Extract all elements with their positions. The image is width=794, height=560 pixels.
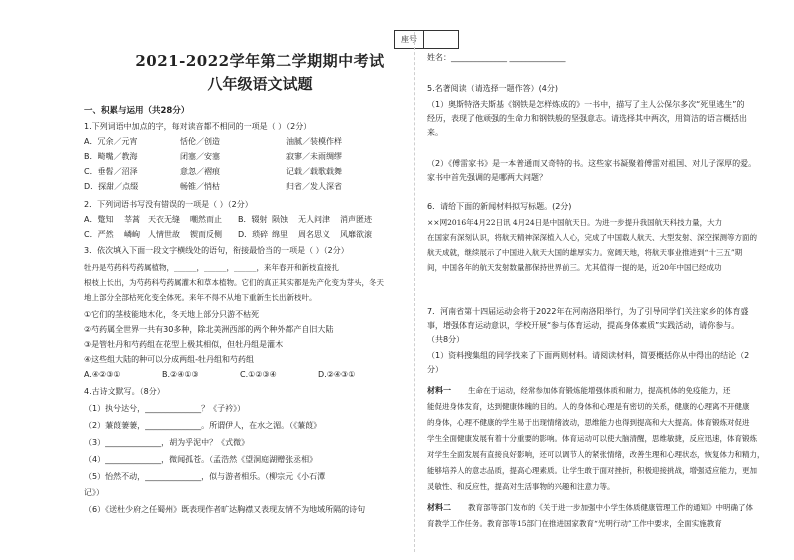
q5-1-line: 经历，表现了他顽强的生命力和钢铁般的坚强意志。请选择其中两次，用简洁的语言概括出 xyxy=(427,114,747,123)
q1-option-b1: B．畸嘴／教海 xyxy=(84,152,138,161)
q2-option: 风靡欲滚 xyxy=(340,230,372,239)
q1-option-c3: 记载／载歌载舞 xyxy=(286,167,342,176)
material-1-line: 的身体，心理不健康的学生易于出现情绪波动，思维能力也得到提高和大大提高。体育锻炼对促进 xyxy=(427,418,750,427)
q1-option-c2: 意忽／褶痕 xyxy=(180,167,220,176)
q2-option: C．严然 xyxy=(84,230,114,239)
material-2-line: 育教学工作任务。教育部等15部门在推进国家教育“光明行动”工作中要求，全面实施教育 xyxy=(427,519,722,528)
name-line: 姓名：______________ ______________ xyxy=(427,53,566,62)
q3-paragraph-line: 地上部分全部枯死化变全体死。来年不得不从地下重新生长出新枝叶。 xyxy=(84,293,317,302)
q4-item: 记》） xyxy=(84,488,104,497)
q2-option: 锲而反侧 xyxy=(190,230,222,239)
q2-option: 无人问津 xyxy=(298,215,330,224)
q2-option: 消声匿迹 xyxy=(340,215,372,224)
q2-option: B．辍射 xyxy=(238,215,268,224)
q1-option-d2: 畅锥／悄枯 xyxy=(180,182,220,191)
q3-paragraph-line: 根枝上长出，为芍药科芍药属灌木和草本植物。它们的真正其实都是先产化变为芽头，冬天 xyxy=(84,278,384,287)
q2-option: 莘蒿 xyxy=(124,215,140,224)
material-1-label: 材料一 xyxy=(427,386,451,395)
q2-option: D．琐碎 xyxy=(238,230,269,239)
q2-option: 陨蚀 xyxy=(272,215,288,224)
q3-option-d: D.②④③① xyxy=(318,370,356,379)
q5-2-line: 家书中首先强调的是哪两大问题？ xyxy=(427,173,547,182)
question-1: 1.下列词语中加点的字，每对读音都不相同的一项是（ ）（2分） xyxy=(84,122,312,131)
material-2-line: 教育部等部门发布的《关于进一步加强中小学生体质健康管理工作的通知》中明确了体 xyxy=(468,503,753,512)
q6-paragraph-line: 间，中国各年的航天发射数量都保持世界前三。尤其值得一提的是，近20年中国已经成功 xyxy=(427,263,722,272)
q1-option-a3: 油腻／装模作样 xyxy=(286,137,342,146)
q3-option-c: C.①②③④ xyxy=(240,370,277,379)
material-1-line: 能够培养人的意志品质，提高心理素质。让学生敢于面对挫折，积极迎接挑战，增强适应能力，更加 xyxy=(427,466,757,475)
question-5: 5.名著阅读（请选择一题作答）(4分) xyxy=(427,84,558,93)
q2-option: 人情世故 xyxy=(148,230,180,239)
question-4: 4.古诗文默写。（8分） xyxy=(84,387,165,396)
seat-number-input[interactable] xyxy=(424,31,458,48)
q5-1-line: （1）奥斯特洛夫斯基《钢铁是怎样炼成的》一书中，描写了主人公保尔多次“死里逃生”的 xyxy=(427,100,745,109)
q3-item: ①它们的茎枝能地木化，冬天地上部分只游不枯死 xyxy=(84,310,260,319)
exam-title: 2021-2022学年第二学期期中考试 xyxy=(135,52,385,70)
q2-option: A．蹩知 xyxy=(84,215,114,224)
q5-2-line: （2）《傅雷家书》是一本普通而又奇特的书。这些家书凝聚着傅雷对祖国、对儿子深厚的爱。 xyxy=(427,159,757,168)
q3-option-b: B.②④①③ xyxy=(162,370,199,379)
material-1-line: 对学生全面发展有直接良好影响，还可以调节人的紧张情绪，改善生理和心理状态，恢复体力和精力， xyxy=(427,450,765,459)
q3-item: ②芍药属全世界一共有30多种，除北美洲西部的两个种外都产自旧大陆 xyxy=(84,325,334,334)
q2-option: 周名思义 xyxy=(298,230,330,239)
q4-item: （5）怡然不动，______________，似与游者相乐。（柳宗元《小石潭 xyxy=(84,472,326,481)
question-7-line: 事，增强体育运动意识，学校开展“参与体育运动，提高身体素质”实践活动，请你参与。 xyxy=(427,321,740,330)
q1-option-d3: 归省／发人深省 xyxy=(286,182,342,191)
material-2-label: 材料二 xyxy=(427,503,451,512)
q5-1-line: 来。 xyxy=(427,128,443,137)
q2-option: 天衣无缝 xyxy=(148,215,180,224)
q4-item: （3）______________，胡为乎泥中？《式微》 xyxy=(84,438,250,447)
q4-item: （6）《送杜少府之任蜀州》既表现作者旷达胸襟又表现友情不为地域所隔的诗句 xyxy=(84,505,366,514)
question-2: 2．下列词语书写没有错误的一项是（ ）（2分） xyxy=(84,200,253,209)
question-6: 6．请给下面的新闻材料拟写标题。(2分) xyxy=(427,202,572,211)
material-1-line: 能促进身体发育，达到健康体魄的目的。人的身体和心理是有密切的关系，健康的心理离不开健康 xyxy=(427,402,750,411)
q2-option: 嘲然而止 xyxy=(190,215,222,224)
material-1-line: 灵敏性、和反应性，提高对生活事物的兴趣和注意力等。 xyxy=(427,482,615,491)
q1-option-b2: 闭塞／安塞 xyxy=(180,152,220,161)
q6-paragraph-line: 在国家有深刻认识，将航天精神深深植入人心，完成了中国载人航天、大型发射、深空探测等方面的 xyxy=(427,233,757,242)
q1-option-c1: C．垂髫／沼泽 xyxy=(84,167,138,176)
q4-item: （1）执兮达兮，______________？《子衿》） xyxy=(84,404,246,413)
q3-item: ④这些组大陆的种可以分成两组-牡丹组和芍药组 xyxy=(84,355,255,364)
q1-option-a1: A．冗余／元宵 xyxy=(84,137,138,146)
q1-option-b3: 寂寥／未雨绸缪 xyxy=(286,152,342,161)
q2-option: 嶙峋 xyxy=(124,230,140,239)
q7-1: （1）资料搜集组的同学找来了下面两则材料。请阅读材料，简要概括你从中得出的结论（2 xyxy=(427,351,750,360)
q4-item: （2）蒹葭萋萋，______________。所谓伊人，在水之湄。（《蒹葭》 xyxy=(84,421,322,430)
material-1-line: 生命在于运动，经常参加体育锻炼能增强体质和耐力，提高机体的免疫能力，还 xyxy=(468,386,731,395)
seat-label: 座号 xyxy=(395,31,424,48)
q1-option-d1: D．探甜／点缀 xyxy=(84,182,139,191)
material-1-line: 学生全面健康发展有着十分重要的影响。体育运动可以使大脑清醒，思维敏捷，反应迅速，体育锻炼 xyxy=(427,434,757,443)
q3-item: ③是管牡丹和芍药组在花型上极其相似，但牡丹组是灌木 xyxy=(84,340,284,349)
section-heading: 一、积累与运用（共28分） xyxy=(84,106,190,116)
seat-number-box xyxy=(394,30,459,49)
question-7-line: 7．河南省第十四届运动会将于2022年在河南洛阳举行，为了引导同学们关注家乡的体育盛 xyxy=(427,307,749,316)
q3-option-a: A.④②③① xyxy=(84,370,121,379)
exam-subtitle: 八年级语文试题 xyxy=(207,75,313,93)
q4-item: （4）______________，微闻孤苍。（孟浩然《望洞庭湖赠张丞相》 xyxy=(84,455,318,464)
column-divider xyxy=(414,32,415,552)
q6-paragraph-line: ××网2016年4月22日讯 4月24日是中国航天日。为进一步提升我国航天科技力量，大力 xyxy=(427,218,723,227)
question-7-line: （共8分） xyxy=(427,335,465,344)
q2-option: 绵里 xyxy=(272,230,288,239)
question-3: 3．依次填入下面一段文字横线处的语句，衔接最恰当的一项是（ ）（2分） xyxy=(84,246,349,255)
q1-option-a2: 恬伦／创造 xyxy=(180,137,220,146)
q7-1b: 分） xyxy=(427,365,443,374)
q3-paragraph-line: 牡丹是芍药科芍药属植物，______，______，______，来年春开和新枝直接扎 xyxy=(84,263,339,272)
q6-paragraph-line: 航天成就，继续展示了中国进入航天大国的雄厚实力。宽阔天地，将航天事业推进到“十三五”期 xyxy=(427,248,743,257)
